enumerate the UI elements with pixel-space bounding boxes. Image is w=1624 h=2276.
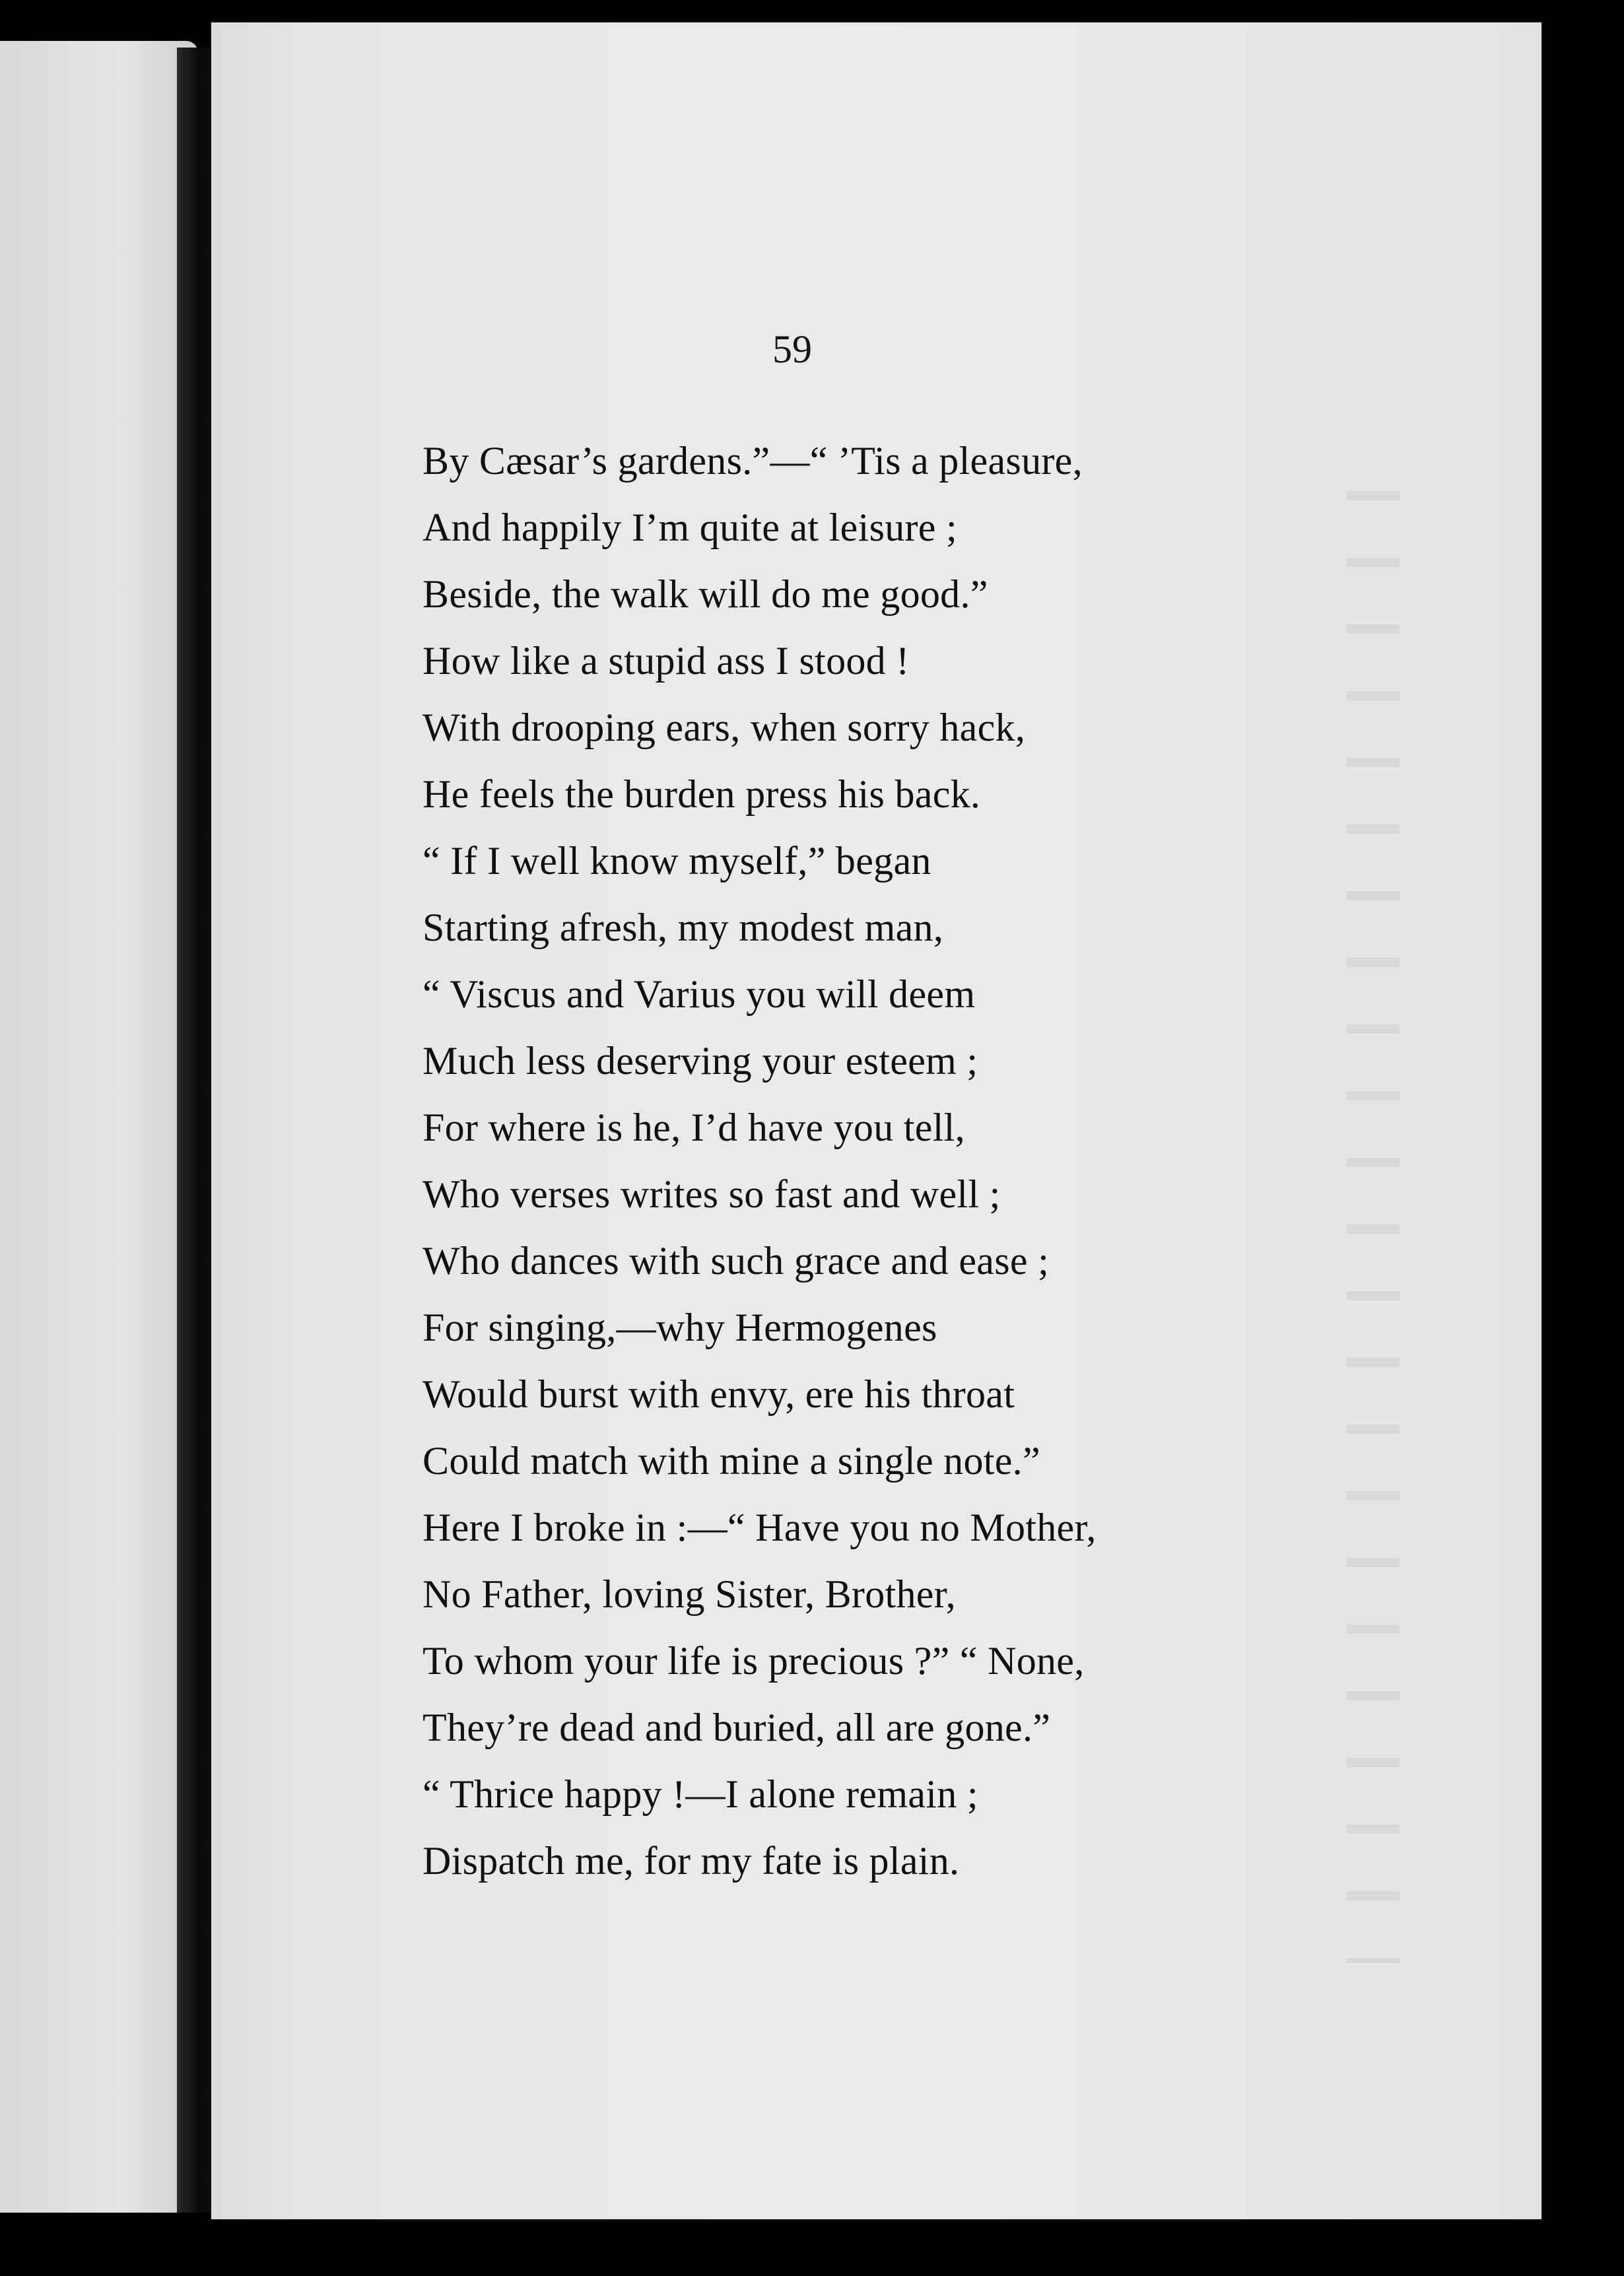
verse-line: No Father, loving Sister, Brother,	[423, 1572, 956, 1616]
verse-line: And happily I’m quite at leisure ;	[423, 506, 958, 549]
poem-verse	[423, 428, 1215, 1894]
verse-line: Here I broke in :—“ Have you no Mother,	[423, 1506, 1097, 1549]
verse-line: Would burst with envy, ere his throat	[423, 1372, 1015, 1416]
verse-line: Starting afresh, my modest man,	[423, 906, 944, 949]
verse-line: “ Viscus and Varius you will deem	[423, 972, 976, 1016]
verse-line: To whom your life is precious ?” “ None,	[423, 1639, 1085, 1683]
page-number: 59	[772, 327, 812, 371]
facing-page-edge	[0, 41, 198, 2213]
verse-line: For where is he, I’d have you tell,	[423, 1106, 965, 1149]
verse-line: With drooping ears, when sorry hack,	[423, 706, 1026, 749]
verse-line: “ If I well know myself,” began	[423, 839, 931, 883]
show-through-text	[1347, 445, 1400, 1963]
verse-line: “ Thrice happy !—I alone remain ;	[423, 1772, 978, 1816]
verse-line: Dispatch me, for my fate is plain.	[423, 1839, 960, 1883]
verse-line: Much less deserving your esteem ;	[423, 1039, 978, 1083]
verse-line: Beside, the walk will do me good.”	[423, 572, 988, 616]
verse-line: For singing,—why Hermogenes	[423, 1306, 937, 1349]
verse-line: By Cæsar’s gardens.”—“ ’Tis a pleasure,	[423, 439, 1083, 483]
verse-line: Who verses writes so fast and well ;	[423, 1172, 1001, 1216]
verse-line: Could match with mine a single note.”	[423, 1439, 1040, 1483]
verse-line: Who dances with such grace and ease ;	[423, 1239, 1050, 1283]
verse-line: He feels the burden press his back.	[423, 772, 981, 816]
verse-line: How like a stupid ass I stood !	[423, 639, 910, 683]
verse-line: They’re dead and buried, all are gone.”	[423, 1706, 1051, 1749]
